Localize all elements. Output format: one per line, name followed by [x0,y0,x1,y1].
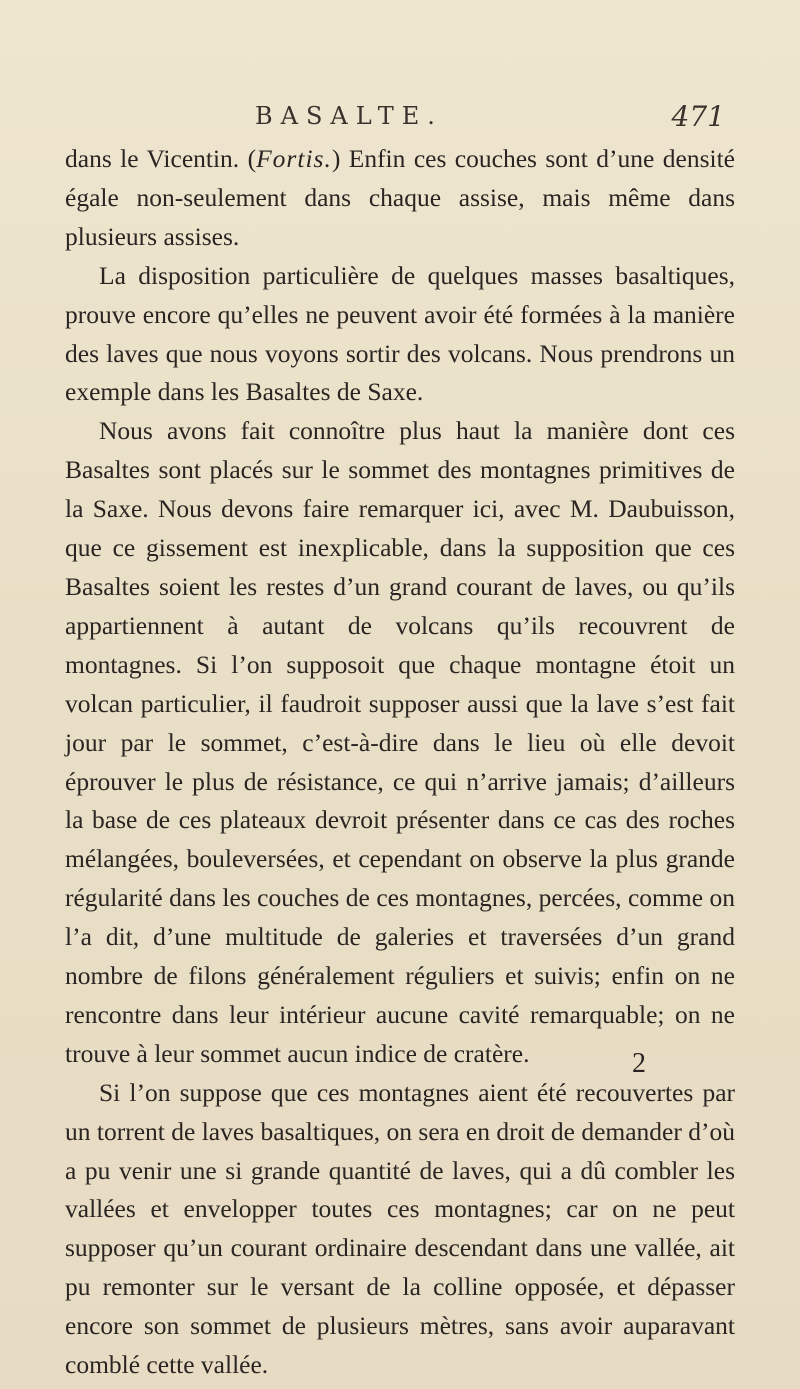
paragraph-3: Nous avons fait connoître plus haut la manière dont ces Basaltes sont placés sur le sommet des montagnes primitives de la Saxe. Nous devons faire remarquer ici, avec M. Daubuisson, que ce gissement est inexplicable, dans la supposition que ces Basaltes soient les restes d’un grand courant de laves, ou qu’ils appartiennent à autant de volcans qu’ils recouvrent de montagnes. Si l’on supposoit que chaque montagne étoit un volcan particulier, il faudroit supposer aussi que la lave s’est fait jour par le sommet, c’est-à-dire dans le lieu où elle devoit éprouver le plus de résistance, ce qui n’arrive jamais; d’ailleurs la base de ces plateaux devroit présenter dans ce cas des roches mélangées, bouleversées, et cependant on observe la plus grande régularité dans les couches de ces montagnes, percées, comme on l’a dit, d’une multitude de galeries et traversées d’un grand nombre de filons généralement réguliers et suivis; enfin on ne rencontre dans leur intérieur aucune cavité remarquable; on ne trouve à leur sommet aucun indice de cratère. [65,416,735,1068]
signature-mark: 2 [632,1048,646,1079]
paragraph-4: Si l’on suppose que ces montagnes aient été recouvertes par un torrent de laves basaltiques, on sera en droit de demander d’où a pu venir une si grande quantité de laves, qui a dû combler les vallées et envelopper toutes ces montagnes; car on ne peut supposer qu’un courant ordinaire descendant dans une vallée, ait pu remonter sur le versant de la colline opposée, et dépasser encore son sommet de plusieurs mètres, sans avoir auparavant comblé cette vallée. [65,1077,735,1380]
running-title: BASALTE. [255,102,443,130]
page-number: 471 [671,100,725,133]
paragraph-1-text-a: dans le Vicentin. ( [65,144,257,173]
page-header [255,102,725,138]
paragraph-1-text-b: ) Enfin ces couches sont d’une densité égale non-seulement dans chaque assise, mais même dans plusieurs assises. [65,144,735,251]
body-text [65,140,735,1385]
paragraph-1 [65,140,735,257]
paragraph-2: La disposition particulière de quelques masses basaltiques, prouve encore qu’elles ne peuvent avoir été formées à la manière des laves que nous voyons sortir des volcans. Nous prendrons un exemple dans les Basaltes de Saxe. [65,260,735,407]
paragraph-1-reference: Fortis. [256,144,332,173]
